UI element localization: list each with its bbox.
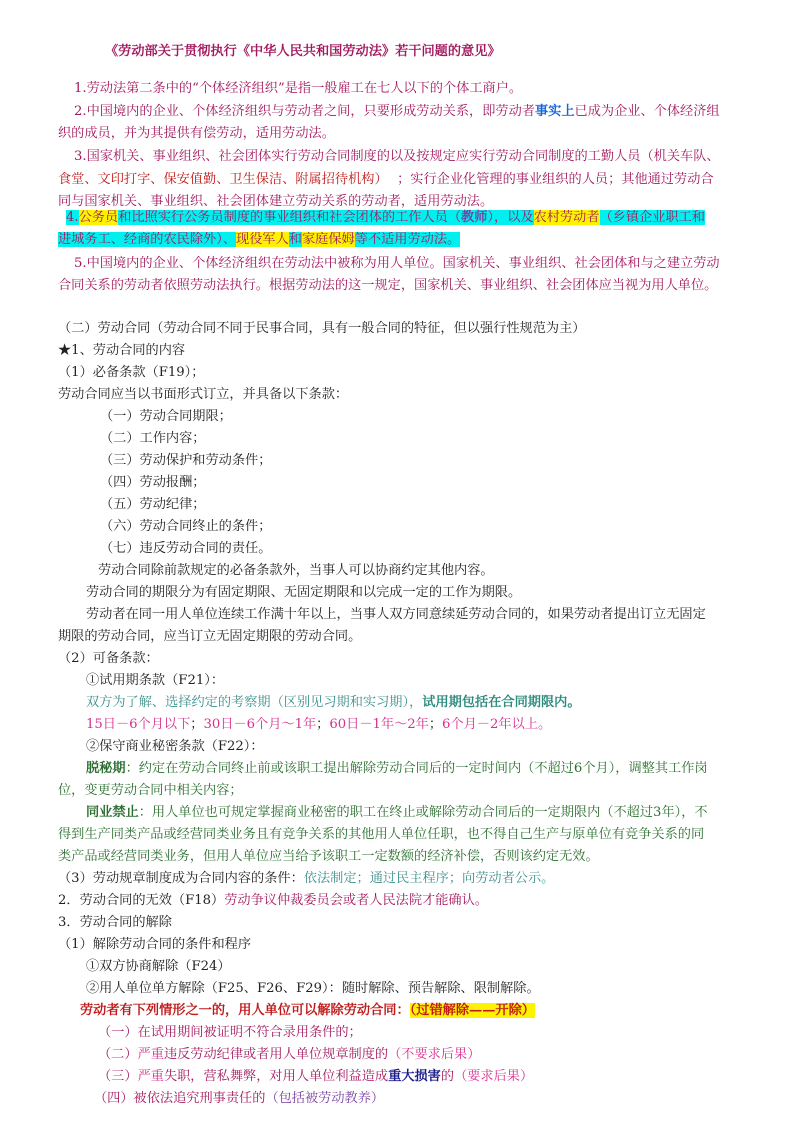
fault-condition-1: （一）在试用期间被证明不符合录用条件的； — [98, 1025, 362, 1040]
item-2-line-2: 织的成员，并为其提供有偿劳动，适用劳动法。 — [58, 126, 335, 141]
clause-item: （六）劳动合同终止的条件； — [100, 519, 272, 534]
rural-worker: 农村劳动者 — [533, 210, 600, 225]
clause-item: （五）劳动纪律； — [100, 497, 206, 512]
teacher: 教师 — [461, 210, 488, 225]
paragraph: 劳动合同的期限分为有固定期限、无固定期限和以完成一定的工作为期限。 — [86, 585, 522, 600]
mutual-termination: ①双方协商解除（F24） — [86, 959, 231, 974]
trial-period-heading: ①试用期条款（F21）： — [86, 673, 225, 688]
clause-item: （二）工作内容； — [100, 431, 206, 446]
non-compete-line-2: 得到生产同类产品或经营同类业务且有竞争关系的其他用人单位任职，也不得自己生产与原单位有竞争关系的同 — [58, 827, 705, 842]
item-1: 1.劳动法第二条中的“个体经济组织”是指一般雇工在七人以下的个体工商户。 — [74, 81, 523, 96]
required-clauses-heading: （1）必备条款（F19）； — [58, 365, 205, 380]
clause-item: （三）劳动保护和劳动条件； — [100, 453, 272, 468]
declassification-line-1: 脱秘期：约定在劳动合同终止前或该职工提出解除劳动合同后的一定时间内（不超过6个月），调整其工作岗 — [86, 761, 708, 776]
trade-secret-heading: ②保守商业秘密条款（F22）： — [86, 739, 264, 754]
major-damage: 重大损害 — [388, 1069, 441, 1084]
clause-item: （一）劳动合同期限； — [100, 409, 232, 424]
document-title: 《劳动部关于贯彻执行《中华人民共和国劳动法》若干问题的意见》 — [105, 44, 501, 59]
trial-period-ranges: 15日－6个月以下；30日－6个月～1年；60日－1年～2年；6个月－2年以上。 — [86, 717, 552, 732]
trial-period-desc: 双方为了解、选择约定的考察期（区别见习期和实习期），试用期包括在合同期限内。 — [86, 695, 581, 710]
fault-termination-heading: 劳动者有下列情形之一的，用人单位可以解除劳动合同：（过错解除——开除） — [80, 1003, 535, 1018]
item-3-line-2: 食堂、文印打字、保安值勤、卫生保洁、附属招待机构） ；实行企业化管理的事业组织的人员；其他通过劳动合 — [58, 172, 714, 187]
item-5-line-2: 合同关系的劳动者依照劳动法执行。根据劳动法的这一规定，国家机关、事业组织、社会团体应当视为用人单位。 — [58, 278, 718, 293]
optional-clauses-heading: （2）可备条款： — [58, 651, 159, 666]
item-4-line-2: 进城务工、经商的农民除外）、现役军人和家庭保姆等不适用劳动法。 — [58, 232, 461, 247]
fault-condition-3: （三）严重失职，营私舞弊，对用人单位利益造成重大损害的（要求后果） — [98, 1069, 534, 1084]
domestic-nanny: 家庭保姆 — [301, 232, 355, 247]
trial-included-note: 试用期包括在合同期限内。 — [422, 695, 581, 710]
non-compete-line-1: 同业禁止：用人单位也可规定掌握商业秘密的职工在终止或解除劳动合同后的一定期限内（不超过3年），不 — [86, 805, 708, 820]
non-compete-label: 同业禁止 — [86, 805, 139, 820]
rules-condition: （3）劳动规章制度成为合同内容的条件：依法制定；通过民主程序；向劳动者公示。 — [58, 871, 555, 886]
item-3-line-3: 同与国家机关、事业组织、社会团体建立劳动关系的劳动者，适用劳动法。 — [58, 194, 494, 209]
clause-item: （七）违反劳动合同的责任。 — [100, 541, 272, 556]
service-staff-list: 食堂、文印打字、保安值勤、卫生保洁、附属招待机构） — [58, 172, 382, 187]
termination-subheading: （1）解除劳动合同的条件和程序 — [58, 937, 252, 952]
paragraph: 劳动合同除前款规定的必备条款外，当事人可以协商约定其他内容。 — [98, 563, 494, 578]
item-2-line-1: 2.中国境内的企业、个体经济组织与劳动者之间，只要形成劳动关系，即劳动者事实上已成为企业、个体经济组 — [74, 104, 720, 119]
section-2-heading: （二）劳动合同（劳动合同不同于民事合同，具有一般合同的特征，但以强行性规范为主） — [58, 321, 586, 336]
clause-item: （四）劳动报酬； — [100, 475, 206, 490]
paragraph: 期限的劳动合同，应当订立无固定期限的劳动合同。 — [58, 629, 362, 644]
fault-condition-4: （四）被依法追究刑事责任的（包括被劳动教养） — [94, 1091, 385, 1106]
required-clauses-intro: 劳动合同应当以书面形式订立，并具备以下条款： — [58, 387, 349, 402]
non-compete-line-3: 类产品或经营同类业务，但用人单位应当给予该职工一定数额的经济补偿，否则该约定无效。 — [58, 849, 599, 864]
active-soldier: 现役军人 — [236, 232, 289, 247]
contract-invalidity: 2．劳动合同的无效（F18）劳动争议仲裁委员会或者人民法院才能确认。 — [58, 893, 488, 908]
paragraph: 劳动者在同一用人单位连续工作满十年以上，当事人双方同意续延劳动合同的，如果劳动者提出订立无固定 — [86, 607, 706, 622]
fault-termination-note: （过错解除——开除） — [409, 1003, 535, 1018]
emphasis-de-facto: 事实上 — [534, 104, 575, 119]
item-5-line-1: 5.中国境内的企业、个体经济组织在劳动法中被称为用人单位。国家机关、事业组织、社会团体和与之建立劳动 — [74, 256, 720, 271]
declassification-line-2: 位，变更劳动合同中相关内容； — [58, 783, 243, 798]
contract-content-heading: ★1、劳动合同的内容 — [58, 343, 186, 358]
declassification-label: 脱秘期 — [86, 761, 126, 776]
item-3-line-1: 3.国家机关、事业组织、社会团体实行劳动合同制度的以及按规定应实行劳动合同制度的工勤人员（机关车队、 — [74, 149, 720, 164]
civil-servant: 公务员 — [78, 210, 119, 225]
fault-condition-2: （二）严重违反劳动纪律或者用人单位规章制度的（不要求后果） — [98, 1047, 481, 1062]
termination-heading: 3．劳动合同的解除 — [58, 915, 172, 930]
unilateral-termination: ②用人单位单方解除（F25、F26、F29）：随时解除、预告解除、限制解除。 — [86, 981, 540, 996]
item-4-line-1: 4.公务员和比照实行公务员制度的事业组织和社会团体的工作人员（教师），以及农村劳动者（乡镇企业职工和 — [66, 210, 705, 225]
